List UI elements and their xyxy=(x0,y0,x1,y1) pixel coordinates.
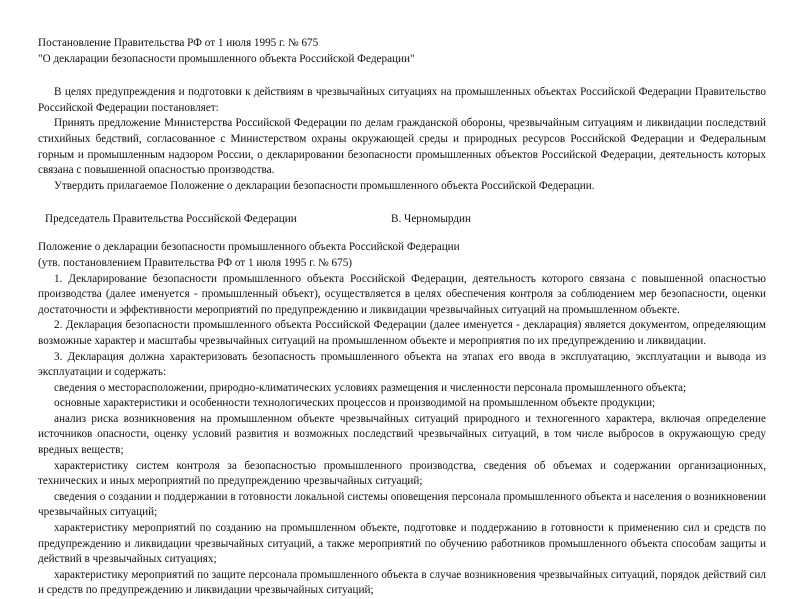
list-item: сведения о создании и поддержании в готовности локальной системы оповещения персонала промышленного объекта и населения о возникновении чрезвычайных ситуаций; xyxy=(38,490,766,519)
spacer xyxy=(38,67,766,85)
signature-title: Председатель Правительства Российской Федерации xyxy=(45,213,297,226)
document-title-line-1: Постановление Правительства РФ от 1 июля 1995 г. № 675 xyxy=(38,37,319,49)
section-title: Положение о декларации безопасности промышленного объекта Российской Федерации xyxy=(38,241,460,254)
list-item: основные характеристики и особенности технологических процессов и производимой на промышленном объекте продукции; xyxy=(54,397,656,410)
list-item: сведения о месторасположении, природно-климатических условиях размещения и численности персонала промышленного объекта; xyxy=(54,381,687,394)
list-item: характеристику мероприятий по защите персонала промышленного объекта в случае возникновения чрезвычайных ситуаций, порядок действий сил и средств по предупреждению и ликвидации чрезвычайных ситуаций; xyxy=(38,568,766,597)
decree-paragraph-2: Утвердить прилагаемое Положение о декларации безопасности промышленного объекта Российской Федерации. xyxy=(54,179,595,192)
signature-name: В. Черномырдин xyxy=(391,213,471,226)
document-title-line-2: "О декларации безопасности промышленного объекта Российской Федерации" xyxy=(38,52,415,65)
regulation-item-1: 1. Декларирование безопасности промышленного объекта Российской Федерации, деятельность которого связана с повышенной опасностью производства (далее именуется - промышленный объект), осуществляется в целях обеспечения контроля за соблюдением мер безопасности, оценки достаточности и эффективности мероприятий по предупреждению и ликвидации чрезвычайных ситуаций на промышленном объекте. xyxy=(38,272,766,316)
list-item: анализ риска возникновения на промышленном объекте чрезвычайных ситуаций природного и техногенного характера, включая определение источников опасности, оценку условий развития и возможных последствий чрезвычайных ситуаций, в том числе выбросов в окружающую среду вредных веществ; xyxy=(38,412,766,457)
intro-paragraph: В целях предупреждения и подготовки к действиям в чрезвычайных ситуациях на промышленных объектах Российской Федерации Правительство Российской Федерации постановляет: xyxy=(38,86,766,114)
signature-block xyxy=(38,212,766,228)
regulation-item-3: 3. Декларация должна характеризовать безопасность промышленного объекта на этапах его ввода в эксплуатацию, эксплуатации и вывода из эксплуатации и содержать: xyxy=(38,350,766,379)
list-item: характеристику мероприятий по созданию на промышленном объекте, подготовке и поддержанию в готовности к применению сил и средств по предупреждению и ликвидации чрезвычайных ситуаций, а также мероприятий по обучению работников промышленного объекта способам защиты и действий в чрезвычайных ситуациях; xyxy=(38,522,766,566)
regulation-item-2: 2. Декларация безопасности промышленного объекта Российской Федерации (далее именуется - декларация) является документом, определяющим возможные характер и масштабы чрезвычайных ситуаций на промышленном объекте и мероприятия по их предупреждению и ликвидации. xyxy=(38,319,766,347)
section-subtitle: (утв. постановлением Правительства РФ от 1 июля 1995 г. № 675) xyxy=(38,256,353,269)
decree-paragraph-1: Принять предложение Министерства Российской Федерации по делам гражданской обороны, чрезвычайным ситуациям и ликвидации последствий стихийных бедствий, согласованное с Министерством охраны окружающей среды и природных ресурсов Российской Федерации и Федеральным горным и промышленным надзором России, о декларировании безопасности промышленных объектов Российской Федерации, деятельность которых связана с повышенной опасностью производства. xyxy=(38,117,766,177)
list-item: характеристику систем контроля за безопасностью промышленного производства, сведения об объемах и содержании организационных, технических и иных мероприятий по предупреждению чрезвычайных ситуаций; xyxy=(38,459,766,488)
spacer xyxy=(38,228,766,240)
spacer xyxy=(38,194,766,212)
document-page xyxy=(38,36,766,599)
